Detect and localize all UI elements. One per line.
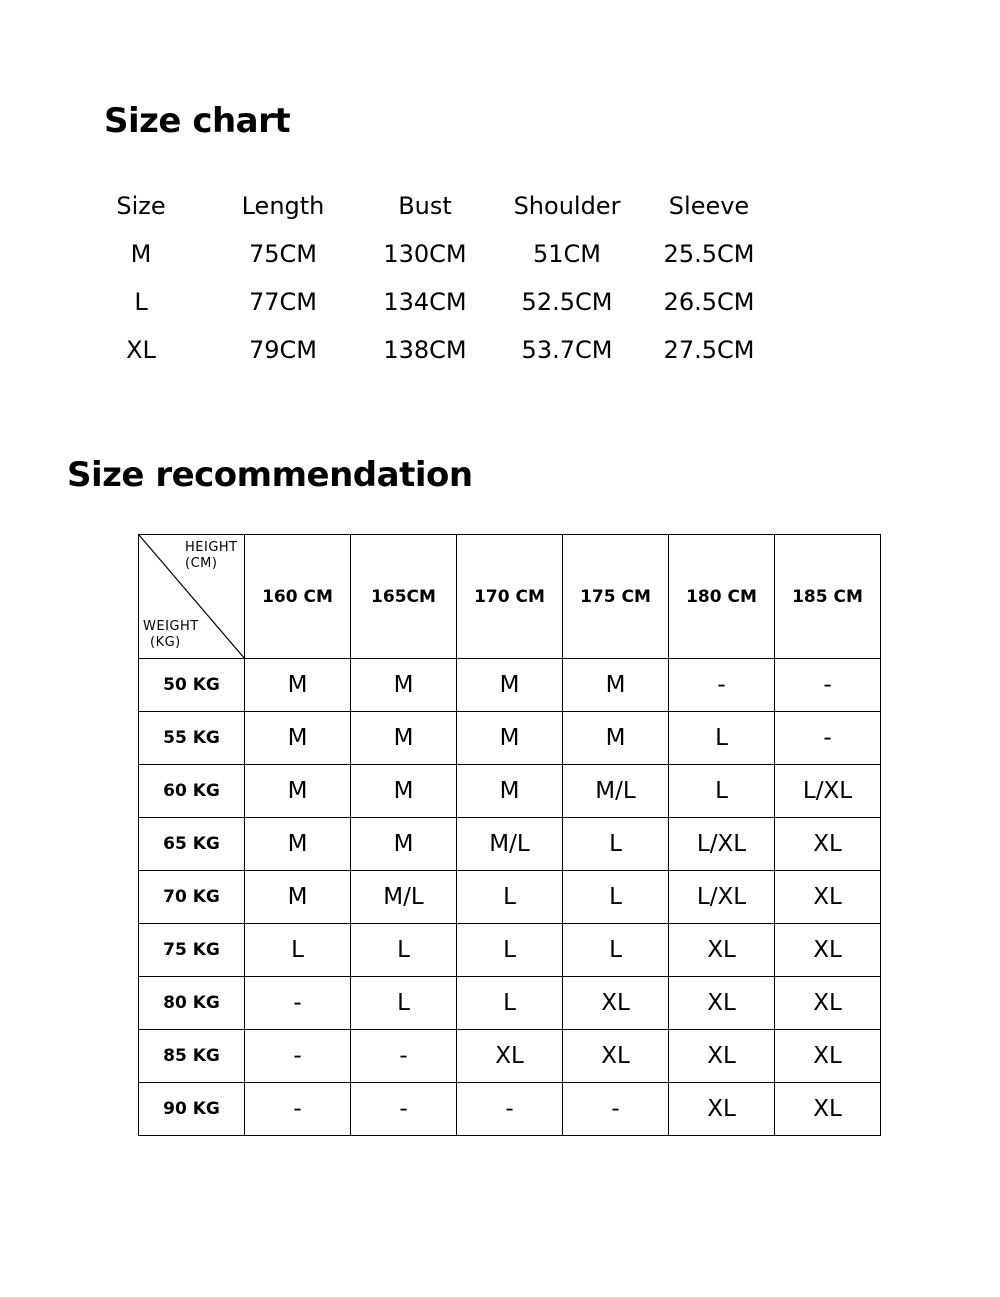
size-chart-cell: 52.5CM <box>521 288 613 316</box>
weight-row-header: 80 KG <box>139 977 245 1030</box>
size-cell: M <box>457 712 563 765</box>
rec-row <box>139 1083 881 1136</box>
size-chart-cell: 27.5CM <box>663 336 755 364</box>
size-cell: L <box>669 765 775 818</box>
size-cell: M <box>351 765 457 818</box>
size-cell: XL <box>775 1030 881 1083</box>
size-chart-cell: 53.7CM <box>521 336 613 364</box>
size-cell: M <box>245 765 351 818</box>
size-cell: L <box>457 871 563 924</box>
size-cell: M <box>563 659 669 712</box>
weight-row-header: 65 KG <box>139 818 245 871</box>
size-cell: L <box>669 712 775 765</box>
size-cell: XL <box>457 1030 563 1083</box>
size-cell: - <box>245 1030 351 1083</box>
height-axis-label: HEIGHT (CM) <box>185 540 238 571</box>
size-cell: - <box>457 1083 563 1136</box>
size-cell: M <box>351 818 457 871</box>
size-chart-cell: 25.5CM <box>663 240 755 268</box>
size-chart-cell: 26.5CM <box>663 288 755 316</box>
size-chart-cell: M <box>130 240 152 268</box>
size-chart-header: Bust <box>398 192 452 220</box>
size-cell: XL <box>669 924 775 977</box>
rec-row <box>139 818 881 871</box>
size-cell: M <box>245 712 351 765</box>
size-cell: M <box>457 765 563 818</box>
size-cell: M <box>457 659 563 712</box>
rec-row <box>139 765 881 818</box>
weight-row-header: 60 KG <box>139 765 245 818</box>
size-cell: XL <box>563 977 669 1030</box>
size-chart-header-row <box>70 182 780 230</box>
size-cell: - <box>351 1030 457 1083</box>
size-cell: L <box>245 924 351 977</box>
size-cell: XL <box>563 1030 669 1083</box>
size-chart-title: Size chart <box>104 101 291 141</box>
size-chart-cell: 138CM <box>383 336 467 364</box>
size-cell: L/XL <box>775 765 881 818</box>
size-cell: L/XL <box>669 871 775 924</box>
size-cell: - <box>775 712 881 765</box>
rec-row <box>139 871 881 924</box>
size-cell: L <box>351 977 457 1030</box>
size-chart-cell: 51CM <box>532 240 601 268</box>
height-column-header: 165CM <box>351 535 457 659</box>
size-cell: L <box>563 924 669 977</box>
size-cell: M <box>245 818 351 871</box>
weight-axis-label: WEIGHT (KG) <box>143 619 199 650</box>
size-cell: L <box>563 818 669 871</box>
size-cell: M <box>245 871 351 924</box>
weight-row-header: 75 KG <box>139 924 245 977</box>
size-cell: L <box>457 924 563 977</box>
size-cell: XL <box>775 871 881 924</box>
weight-row-header: 55 KG <box>139 712 245 765</box>
rec-row <box>139 659 881 712</box>
size-chart-cell: XL <box>126 336 156 364</box>
size-cell: XL <box>775 977 881 1030</box>
size-cell: M/L <box>351 871 457 924</box>
size-cell: - <box>563 1083 669 1136</box>
rec-row <box>139 712 881 765</box>
size-cell: XL <box>775 1083 881 1136</box>
size-chart-header: Size <box>116 192 166 220</box>
size-cell: M/L <box>563 765 669 818</box>
rec-corner-cell <box>139 535 245 659</box>
size-chart-cell: 79CM <box>248 336 317 364</box>
height-column-header: 180 CM <box>669 535 775 659</box>
size-cell: M <box>351 659 457 712</box>
size-chart-header: Length <box>241 192 325 220</box>
size-chart-row <box>70 230 780 278</box>
size-cell: XL <box>775 924 881 977</box>
size-chart-header: Sleeve <box>668 192 750 220</box>
size-cell: M <box>351 712 457 765</box>
size-cell: L/XL <box>669 818 775 871</box>
size-chart-cell: L <box>134 288 148 316</box>
size-cell: M <box>245 659 351 712</box>
size-cell: - <box>775 659 881 712</box>
size-recommendation-title: Size recommendation <box>67 455 473 495</box>
size-cell: - <box>669 659 775 712</box>
size-recommendation-table <box>138 534 881 1136</box>
weight-row-header: 50 KG <box>139 659 245 712</box>
size-cell: XL <box>775 818 881 871</box>
size-cell: XL <box>669 1030 775 1083</box>
height-column-header: 170 CM <box>457 535 563 659</box>
size-cell: L <box>563 871 669 924</box>
height-column-header: 175 CM <box>563 535 669 659</box>
size-chart-cell: 75CM <box>248 240 317 268</box>
rec-row <box>139 924 881 977</box>
size-chart-cell: 130CM <box>383 240 467 268</box>
size-cell: XL <box>669 977 775 1030</box>
size-cell: L <box>457 977 563 1030</box>
weight-row-header: 70 KG <box>139 871 245 924</box>
size-chart-row <box>70 278 780 326</box>
size-cell: - <box>245 977 351 1030</box>
rec-row <box>139 977 881 1030</box>
size-cell: - <box>245 1083 351 1136</box>
height-column-header: 185 CM <box>775 535 881 659</box>
size-cell: XL <box>669 1083 775 1136</box>
height-column-header: 160 CM <box>245 535 351 659</box>
size-chart-header: Shoulder <box>513 192 621 220</box>
rec-row <box>139 1030 881 1083</box>
size-chart-grid <box>70 182 780 374</box>
size-chart-row <box>70 326 780 374</box>
weight-row-header: 85 KG <box>139 1030 245 1083</box>
size-cell: - <box>351 1083 457 1136</box>
weight-row-header: 90 KG <box>139 1083 245 1136</box>
size-cell: L <box>351 924 457 977</box>
size-cell: M <box>563 712 669 765</box>
size-cell: M/L <box>457 818 563 871</box>
rec-header-row <box>139 535 881 659</box>
size-chart-cell: 134CM <box>383 288 467 316</box>
size-chart-cell: 77CM <box>248 288 317 316</box>
